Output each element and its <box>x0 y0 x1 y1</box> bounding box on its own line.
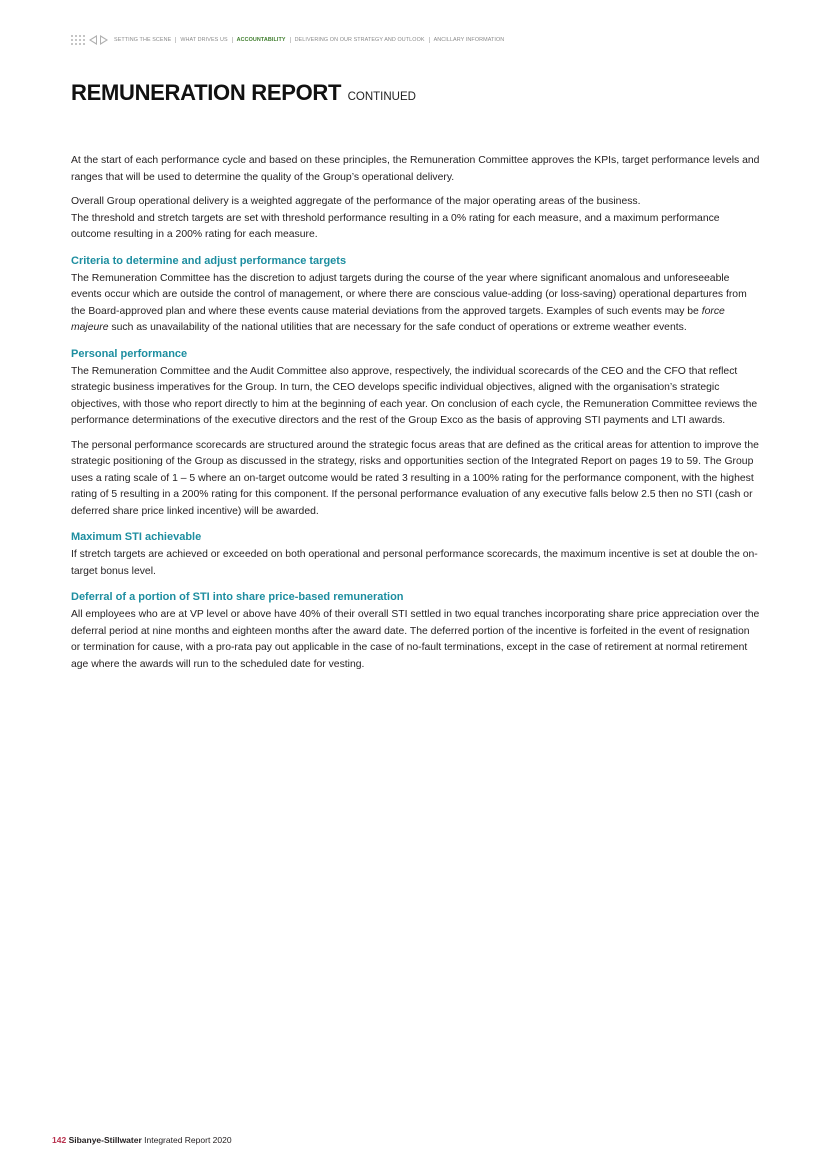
nav-divider <box>232 37 233 43</box>
company-name: Sibanye-Stillwater <box>68 1135 142 1145</box>
next-page-icon[interactable] <box>100 35 108 45</box>
heading-criteria: Criteria to determine and adjust performance targets <box>71 254 347 267</box>
page-footer <box>52 1135 232 1145</box>
top-navigation <box>71 33 504 47</box>
nav-divider <box>175 37 176 43</box>
nav-item-delivering-on-strategy[interactable]: DELIVERING ON OUR STRATEGY AND OUTLOOK <box>294 37 425 43</box>
nav-divider <box>290 37 291 43</box>
page-number: 142 <box>52 1135 67 1145</box>
nav-item-setting-the-scene[interactable]: SETTING THE SCENE <box>114 37 172 43</box>
paragraph-maximum-sti: If stretch targets are achieved or exceeded on both operational and personal performance scorecards, the maximum incentive is set at double the on-target bonus level. <box>71 549 758 577</box>
paragraph-deferral: All employees who are at VP level or above have 40% of their overall STI settled in two equal tranches incorporating share price appreciation over the deferral period at nine months and eighteen months after the award date. The deferred portion of the incentive is forfeited in the event of resignation or termination for cause, with a pro-rata pay out applicable in the case of no-fault terminations, except in the case of retirement at normal retirement age where the awards will run to the scheduled date for vesting. <box>71 609 760 670</box>
heading-deferral: Deferral of a portion of STI into share price-based remuneration <box>71 591 404 603</box>
page-title-main: REMUNERATION REPORT <box>71 80 342 105</box>
nav-item-what-drives-us[interactable]: WHAT DRIVES US <box>180 37 228 43</box>
previous-page-icon[interactable] <box>89 35 97 45</box>
paragraph-operational-delivery-line1: Overall Group operational delivery is a weighted aggregate of the performance of the major operating areas of the business. <box>71 196 641 207</box>
paragraph-criteria <box>71 271 761 337</box>
paragraph-criteria-part1: The Remuneration Committee has the discretion to adjust targets during the course of the year where significant anomalous and unforeseeable events occur which are outside the control of management, or where there are conscious value-adding (or loss-saving) operational departures from the Board-approved plan and where these events cause material deviations from the approved targets. Examples of such events may be <box>71 272 747 317</box>
paragraph-rating-scale: The personal performance scorecards are structured around the strategic focus areas that are defined as the critical areas for attention to improve the strategic positioning of the Group as discussed in the strategy, risks and opportunities section of the Integrated Report on pages 19 to 59. The Group uses a rating scale of 1 – 5 where an on-target outcome would be rated 3 resulting in a 100% rating for the performance component, with the highest rating of 5 resulting in a 200% rating for this component. If the personal performance evaluation of any executive falls below 2.5 then no STI (cash or deferred share price linked incentive) will be awarded. <box>71 439 759 517</box>
heading-maximum-sti: Maximum STI achievable <box>71 531 202 543</box>
nav-divider <box>429 37 430 43</box>
paragraph-kpi-approval: At the start of each performance cycle and based on these principles, the Remuneration Committee approves the KPIs, target performance levels and ranges that will be used to determine the quality of the Group’s operational delivery. <box>71 155 760 183</box>
paragraph-threshold-stretch: The threshold and stretch targets are set with threshold performance resulting in a 0% rating for each measure, and a maximum performance outcome resulting in a 200% rating for each measure. <box>71 212 720 240</box>
nav-item-ancillary-information[interactable]: ANCILLARY INFORMATION <box>433 37 505 43</box>
report-body <box>71 153 761 681</box>
paragraph-criteria-force-majeure: force majeure <box>71 305 725 333</box>
paragraph-operational-delivery <box>71 194 761 244</box>
paragraph-criteria-part2: such as unavailability of the national utilities that are necessary for the safe conduct of operations or extreme weather events. <box>108 322 687 333</box>
grid-menu-icon[interactable] <box>71 35 85 45</box>
heading-personal-performance: Personal performance <box>71 347 188 360</box>
nav-item-accountability[interactable]: ACCOUNTABILITY <box>236 37 286 43</box>
page-title <box>71 80 416 106</box>
paragraph-scorecards: The Remuneration Committee and the Audit Committee also approve, respectively, the individual scorecards of the CEO and the CFO that reflect strategic business imperatives for the Group. In turn, the CEO develops specific individual objectives, aligned with the organisation’s strategic objectives, with those who report directly to him at the beginning of each year. On conclusion of each cycle, the Remuneration Committee reviews the performance determinations of the executive directors and the rest of the Group Exco as the basis of approving STI payments and LTI awards. <box>71 365 758 426</box>
page-title-continued: CONTINUED <box>347 91 416 103</box>
report-name: Integrated Report 2020 <box>144 1135 232 1145</box>
